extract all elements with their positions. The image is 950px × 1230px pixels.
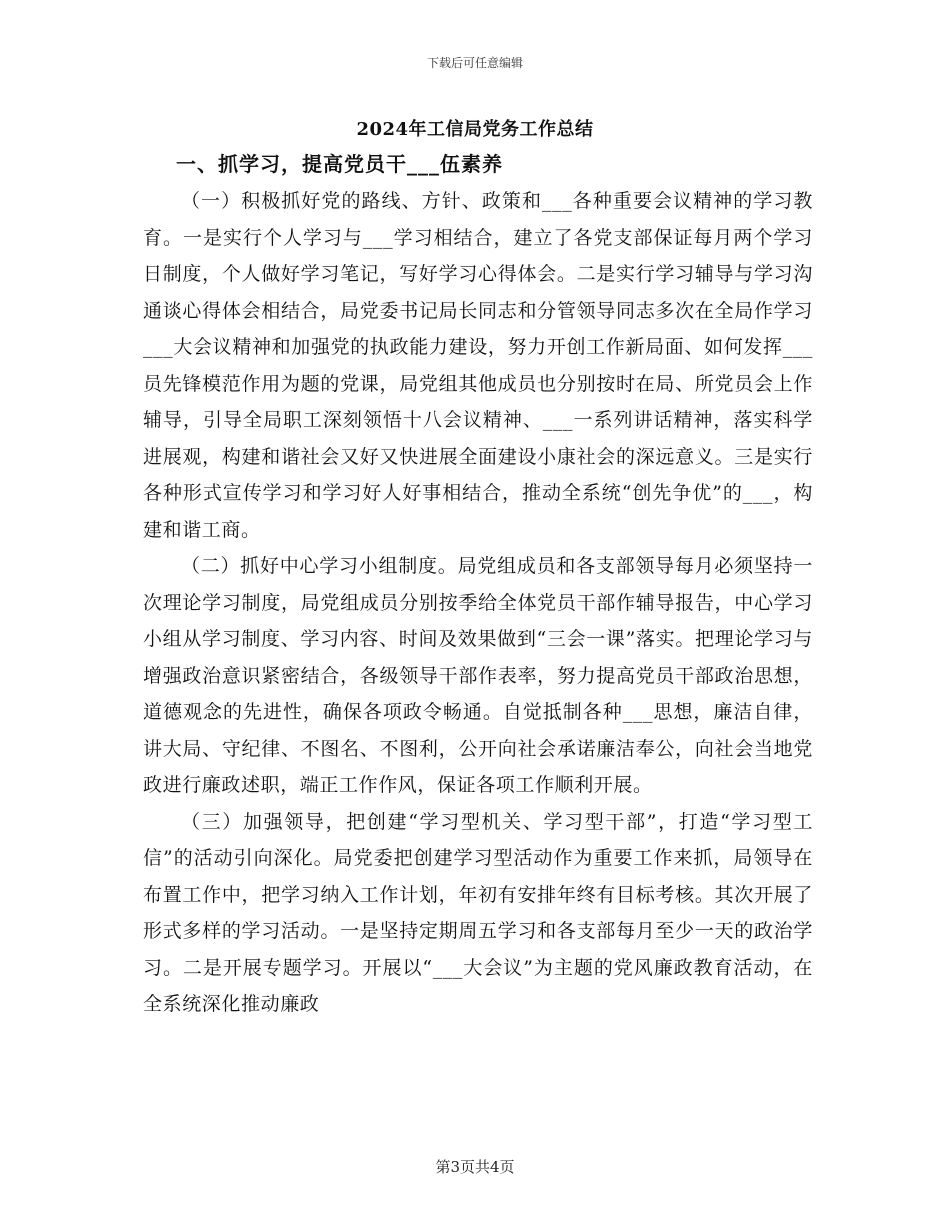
section-heading: 一、抓学习，提高党员干___伍素养	[176, 152, 503, 176]
page-indicator: 第3页共4页	[435, 1158, 515, 1176]
paragraph-1: （一）积极抓好党的路线、方针、政策和___各种重要会议精神的学习教育。一是实行个人学习与___学习相结合，建立了各党支部保证每月两个学习日制度，个人做好学习笔记，写好学习心得体会。二是实行学习辅导与学习沟通谈心得体会相结合，局党委书记局长同志和分管领导同志多次在全局作学习___大会议精神和加强党的执政能力建设，努力开创工作新局面、如何发挥___员先锋模范作用为题的党课，局党组其他成员也分别按时在局、所党员会上作辅导，引导全局职工深刻领悟十八会议精神、___一系列讲话精神，落实科学进展观，构建和谐社会又好又快进展全面建设小康社会的深远意义。三是实行各种形式宣传学习和学习好人好事相结合，推动全系统“创先争优”的___，构建和谐工商。	[143, 190, 813, 541]
paragraph-2: （二）抓好中心学习小组制度。局党组成员和各支部领导每月必须坚持一次理论学习制度，局党组成员分别按季给全体党员干部作辅导报告，中心学习小组从学习制度、学习内容、时间及效果做到“三会一课”落实。把理论学习与增强政治意识紧密结合，各级领导干部作表率，努力提高党员干部政治思想，道德观念的先进性，确保各项政令畅通。自觉抵制各种___思想，廉洁自律，讲大局、守纪律、不图名、不图利，公开向社会承诺廉洁奉公，向社会当地党政进行廉政述职，端正工作作风，保证各项工作顺利开展。	[143, 555, 813, 796]
header-note: 下载后可任意编辑	[426, 56, 523, 70]
document-title: 2024年工信局党务工作总结	[356, 119, 594, 140]
document-body	[143, 183, 813, 1023]
paragraph-3: （三）加强领导，把创建“学习型机关、学习型干部”，打造“学习型工信”的活动引向深化。局党委把创建学习型活动作为重要工作来抓，局领导在布置工作中，把学习纳入工作计划，年初有安排年终有目标考核。其次开展了形式多样的学习活动。一是坚持定期周五学习和各支部每月至少一天的政治学习。二是开展专题学习。开展以“___大会议”为主题的党风廉政教育活动，在全系统深化推动廉政	[143, 810, 813, 1015]
